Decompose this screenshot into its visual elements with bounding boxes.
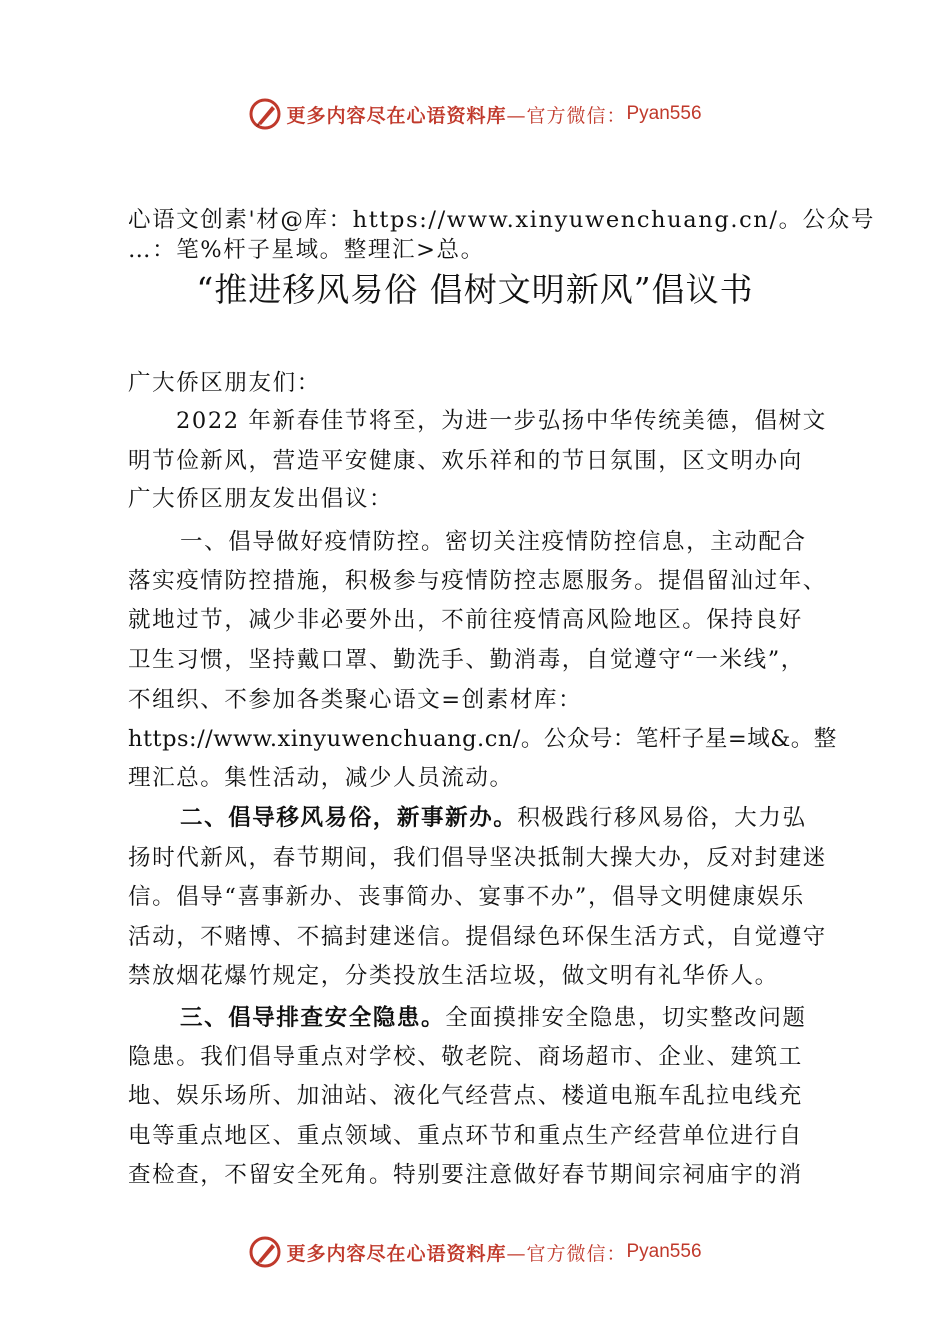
section2-heading: 二、倡导移风易俗，新事新办。 [180, 805, 518, 831]
section3-line-5: 查检查，不留安全死角。特别要注意做好春节期间宗祠庙宇的消 [128, 1162, 803, 1188]
section3-heading: 三、倡导排查安全隐患。 [180, 1005, 446, 1031]
section3-text-1: 全面摸排安全隐患，切实整改问题 [445, 1005, 807, 1031]
watermark-line-2: …：笔%杆子星域。整理汇>总。 [128, 237, 485, 263]
pen-logo-icon [248, 97, 282, 131]
section2-line-5: 禁放烟花爆竹规定，分类投放生活垃圾，做文明有礼华侨人。 [128, 963, 779, 989]
section3-line-2: 隐患。我们倡导重点对学校、敬老院、商场超市、企业、建筑工 [128, 1044, 803, 1070]
section1-line-1: 一、倡导做好疫情防控。密切关注疫情防控信息，主动配合 [180, 529, 807, 555]
section3-line-4: 电等重点地区、重点领域、重点环节和重点生产经营单位进行自 [128, 1123, 803, 1149]
section2-line-4: 活动，不赌博、不搞封建迷信。提倡绿色环保生活方式，自觉遵守 [128, 924, 827, 950]
section3-line-1 [180, 1003, 900, 1033]
pen-logo-icon [248, 1235, 282, 1269]
header-banner [0, 94, 950, 134]
section1-line-4: 卫生习惯，坚持戴口罩、勤洗手、勤消毒，自觉遵守“一米线”， [128, 647, 805, 673]
intro-line-2: 明节俭新风，营造平安健康、欢乐祥和的节日氛围，区文明办向 [128, 448, 803, 474]
watermark-line-1: 心语文创素'材@库：https://www.xinyuwenchuang.cn/。公众号 [128, 207, 875, 233]
section1-line-2: 落实疫情防控措施，积极参与疫情防控志愿服务。提倡留汕过年、 [128, 568, 827, 594]
intro-line-1: 2022 年新春佳节将至，为进一步弘扬中华传统美德，倡树文 [176, 408, 827, 434]
banner-contact: —官方微信： [506, 1242, 627, 1265]
section2-line-2: 扬时代新风，春节期间，我们倡导坚决抵制大操大办，反对封建迷 [128, 845, 827, 871]
document-title: “推进移风易俗 倡树文明新风”倡议书 [196, 270, 754, 309]
banner-brand: 更多内容尽在心语资料库 [286, 1242, 507, 1265]
section2-line-3: 信。倡导“喜事新办、丧事简办、宴事不办”，倡导文明健康娱乐 [128, 884, 805, 910]
intro-line-3: 广大侨区朋友发出倡议： [128, 486, 394, 512]
section2-line-1 [180, 803, 900, 833]
section1-line-7: 理汇总。集性活动，减少人员流动。 [128, 765, 514, 791]
section3-line-3: 地、娱乐场所、加油站、液化气经营点、楼道电瓶车乱拉电线充 [128, 1083, 803, 1109]
section1-line-6: https://www.xinyuwenchuang.cn/。公众号：笔杆子星=域&。整 [128, 726, 837, 752]
banner-brand: 更多内容尽在心语资料库 [286, 104, 507, 127]
banner-wechat-id: Pyan556 [626, 1241, 702, 1262]
section1-line-3: 就地过节，减少非必要外出，不前往疫情高风险地区。保持良好 [128, 607, 803, 633]
banner-contact: —官方微信： [506, 104, 627, 127]
salutation: 广大侨区朋友们： [128, 370, 321, 396]
section1-line-5: 不组织、不参加各类聚心语文=创素材库： [128, 687, 583, 713]
footer-banner [0, 1232, 950, 1272]
section2-text-1: 积极践行移风易俗，大力弘 [517, 805, 807, 831]
banner-wechat-id: Pyan556 [626, 103, 702, 124]
